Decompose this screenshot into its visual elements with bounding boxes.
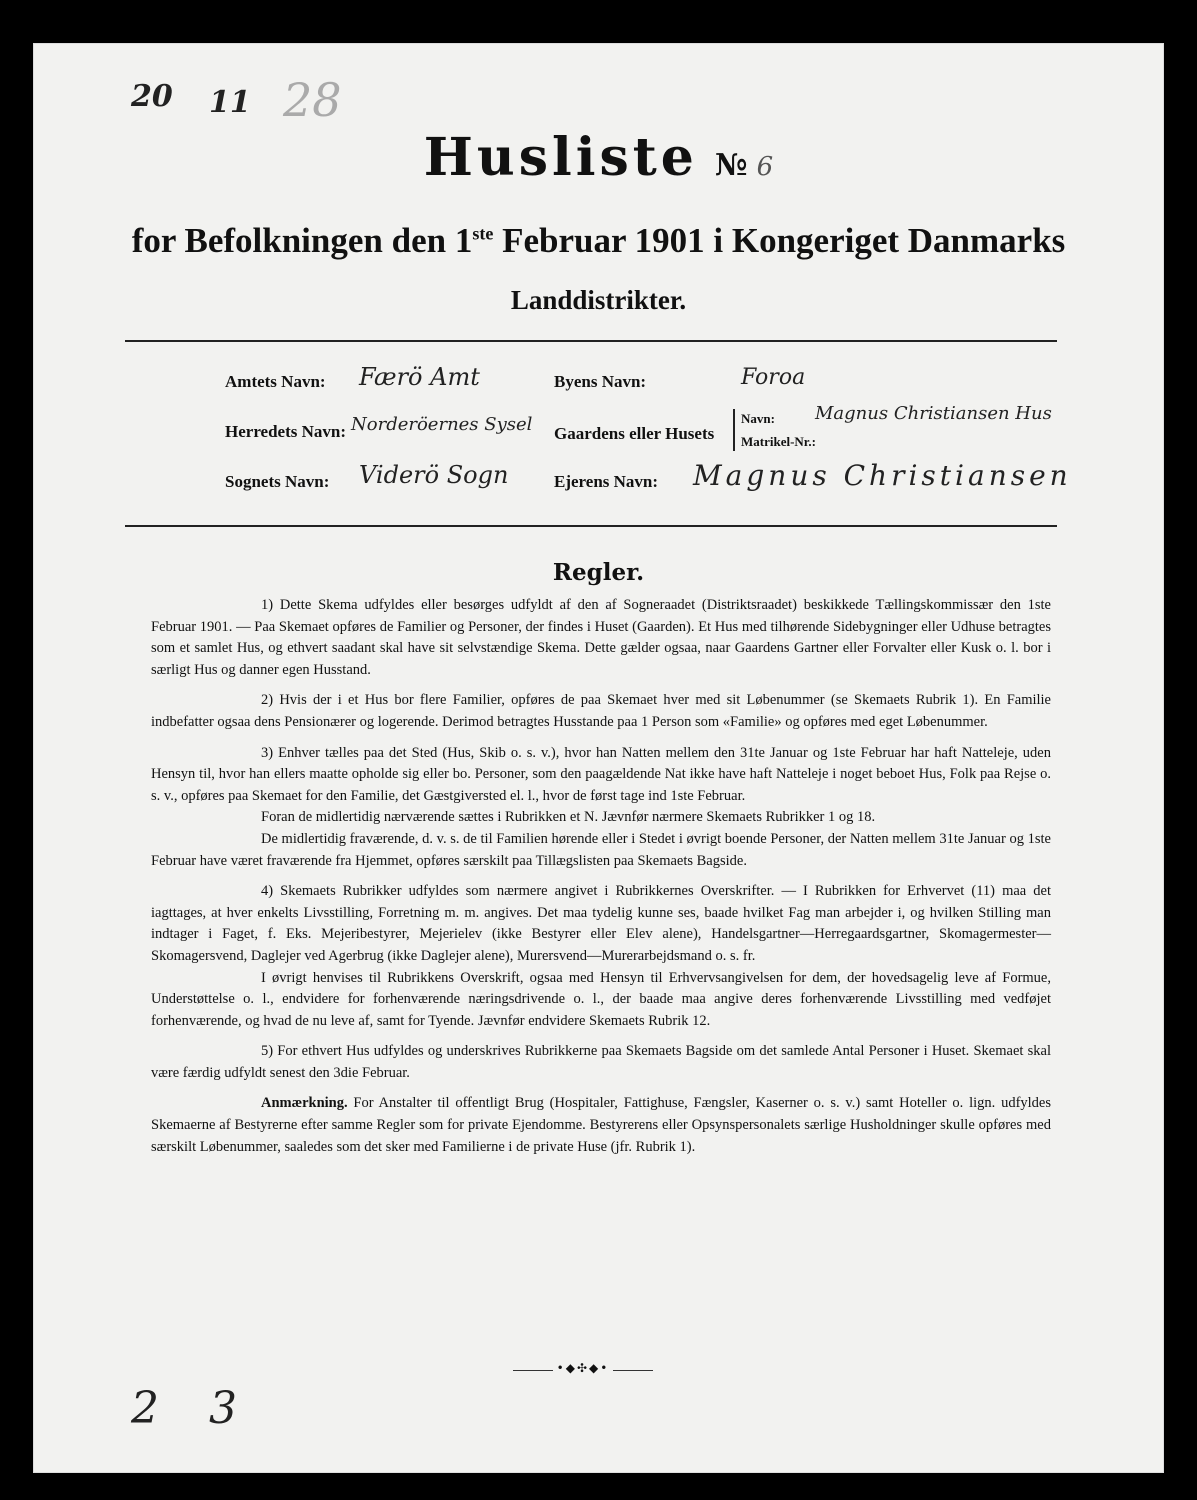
census-form-sheet: [33, 43, 1164, 1473]
amt-label: Amtets Navn:: [225, 372, 326, 391]
subtitle-post: Februar 1901 i Kongeriget Danmarks: [493, 221, 1066, 260]
corner-number-b: 11: [209, 85, 251, 120]
gaard-label: Gaardens eller Husets: [554, 424, 715, 443]
matrikel-label: Matrikel-Nr.:: [741, 434, 816, 449]
rule-paragraph-4b: I øvrigt henvises til Rubrikkens Overskrift, ogsaa med Hensyn til Erhvervsangivelsen for dem, der hovedsagelig leve af Formue, Understøttelse o. l., endvidere for forhenværende næringsdrivende o. l., der baade maa angive deres forhenværende Livsstilling med vedføjet forhenværende, og hvad de nu leve af, samt for Tyende. Jævnfør endvidere Skemaets Rubrik 12.: [151, 969, 1051, 1029]
ejer-value: Magnus Christiansen: [693, 459, 1072, 492]
navn-value: Magnus Christiansen Hus: [815, 403, 1052, 424]
herred-value: Norderöernes Sysel: [351, 414, 533, 435]
sogn-label: Sognets Navn:: [225, 472, 330, 491]
rule-paragraph-1: 1) Dette Skema udfyldes eller besørges udfyldt af den af Sogneraadet (Distriktsraadet) beskikkede Tællingskommissær den 1ste Februar 1901. — Paa Skemaet opføres de Familier og Personer, der findes i Huset (Gaarden). Et Hus med tilhørende Sidebygninger eller Udhuse betragtes som et samlet Hus, og ethvert saadant skal have sit selvstændige Skema. Dette gælder ogsaa, naar Gaardens Gartner eller Forvalter eller Kusk o. l. bor i særligt Hus og danner egen Husstand.: [151, 597, 1051, 678]
form-subtitle: [33, 221, 1164, 261]
bracket: [733, 409, 735, 451]
subtitle-pre: for Befolkningen den 1: [131, 221, 473, 260]
note-text: For Anstalter til offentligt Brug (Hospitaler, Fattighuse, Fængsler, Kaserner o. s. v.) samt Hoteller o. lign. udfyldes Skemaerne af Bestyrerne efter samme Regler som for private Ejendomme. Bestyrerens eller Opsynspersonalets særlige Husholdninger skulle opføres med særskilt Løbenummer, saaledes som det sker med Familierne i de private Huse (jfr. Rubrik 1).: [151, 1095, 1051, 1155]
amt-value: Færö Amt: [359, 363, 480, 391]
rule-paragraph-3: 3) Enhver tælles paa det Sted (Hus, Skib o. s. v.), hvor han Natten mellem den 31te Januar og 1ste Februar har haft Natteleje, uden Hensyn til, hvor han ellers maatte opholde sig eller bo. Personer, som den paagældende Nat ikke have haft Natteleje i noget beboet Hus, Folk paa Rejse o. s. v., opføres paa Skemaet for den Familie, det Gæstgiversted el. l., hvor de først tage ind 1ste Februar.: [151, 744, 1051, 804]
corner-number-c: 28: [283, 73, 342, 127]
subtitle-sup: ste: [472, 223, 494, 244]
ejer-label: Ejerens Navn:: [554, 472, 659, 491]
ornament-divider: [513, 1361, 653, 1375]
rule-paragraph-4: 4) Skemaets Rubrikker udfyldes som nærmere angivet i Rubrikkernes Overskrifter. — I Rubrikken for Erhvervet (11) maa det iagttages, at hver enkelts Livsstilling, Forretning m. m. angives. Det maa tydelig kunne ses, baade hvilket Fag man arbejder i, og hvilken Stilling man indtager i Faget, f. Eks. Mejeribestyrer, Mejerielev (ikke Bestyrer eller Elev alene), Handelsgartner—Herregaardsgartner, Skomagermester—Skomagersvend, Daglejer ved Agerbrug (ikke Daglejer alene), Murersvend—Murerarbejdsmand o. s. fr.: [151, 883, 1051, 964]
rules-heading: Regler.: [552, 559, 645, 586]
bottom-rule: [125, 525, 1057, 527]
note-label: Anmærkning.: [261, 1095, 348, 1112]
form-title-row: [33, 127, 1164, 188]
top-rule: [125, 340, 1057, 342]
ornament-icon: •◆✣◆•: [553, 1361, 614, 1375]
form-number-value: 6: [756, 152, 774, 182]
form-subtitle-2: Landdistrikter.: [510, 285, 687, 315]
corner-number-a: 20: [131, 79, 173, 114]
rule-paragraph-5: 5) For ethvert Hus udfyldes og underskrives Rubrikkerne paa Skemaets Bagside om det samlede Antal Personer i Huset. Skemaet skal være færdig udfyldt senest den 3die Februar.: [151, 1043, 1051, 1081]
herred-label: Herredets Navn:: [225, 422, 347, 441]
rule-paragraph-3b: Foran de midlertidig nærværende sættes i Rubrikken et N. Jævnfør nærmere Skemaets Rubrikker 1 og 18.: [261, 809, 876, 826]
rules-body: [151, 595, 1051, 1167]
rule-paragraph-3c: De midlertidig fraværende, d. v. s. de til Familien hørende eller i Stedet i øvrigt boende Personer, der Natten mellem 31te Januar og 1ste Februar have været fraværende fra Hjemmet, opføres særskilt paa Tillægslisten paa Skemaets Bagside.: [151, 830, 1051, 869]
handwritten-mark: 2 3: [131, 1383, 255, 1434]
rule-note: [151, 1093, 1051, 1158]
form-title: Husliste: [423, 127, 698, 188]
sogn-value: Viderö Sogn: [359, 461, 509, 489]
byen-value: Foroa: [741, 365, 806, 390]
byen-label: Byens Navn:: [554, 372, 647, 391]
navn-label: Navn:: [741, 411, 775, 426]
rule-paragraph-2: 2) Hvis der i et Hus bor flere Familier, opføres de paa Skemaet hver med sit Løbenummer (se Skemaets Rubrik 1). En Familie indbefatter ogsaa dens Pensionærer og logerende. Derimod betragtes Husstande paa 1 Person som «Familie» og opføres med eget Løbenummer.: [151, 692, 1051, 730]
number-sign: №: [714, 148, 748, 183]
